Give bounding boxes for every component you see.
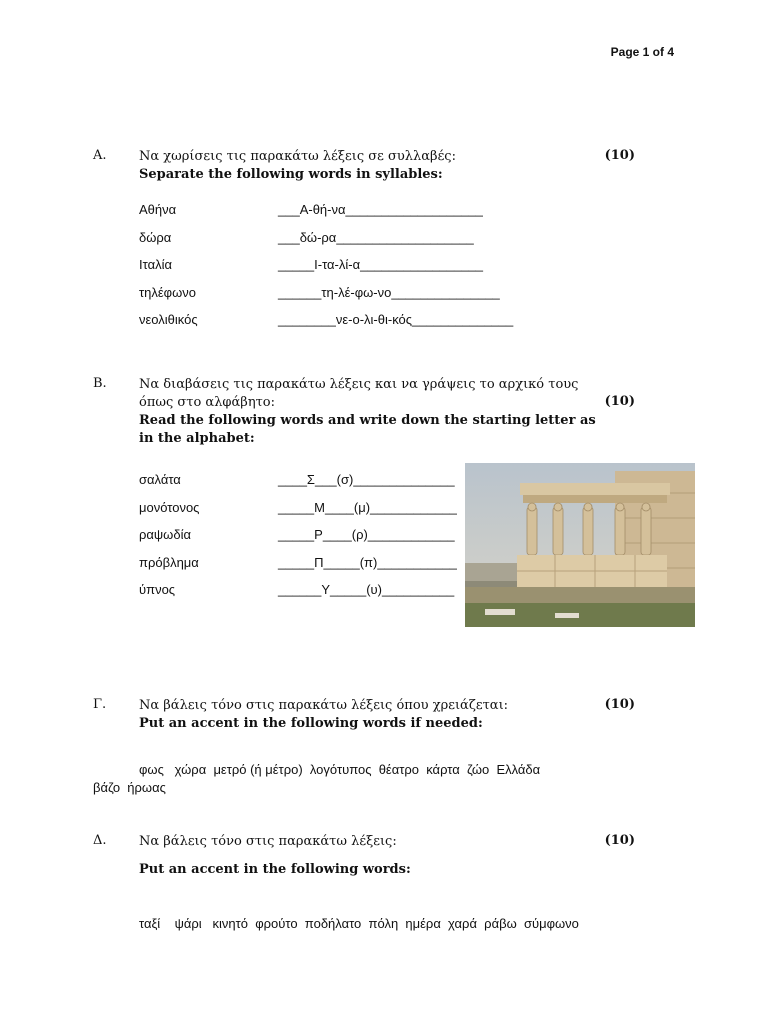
section-d-instructions bbox=[139, 833, 653, 879]
list-item bbox=[93, 257, 653, 285]
answer-line: _____Μ____(μ)____________ bbox=[278, 499, 457, 515]
word-list-line-1: φως χώρα μετρό (ή μέτρο) λογότυπος θέατρο κάρτα ζώο Ελλάδα bbox=[139, 762, 541, 777]
word: τηλέφωνο bbox=[139, 284, 196, 300]
answer-line: ___δώ-ρα___________________ bbox=[278, 229, 474, 245]
word: ραψωδία bbox=[139, 527, 191, 542]
instruction-greek: όπως στο αλφάβητο: bbox=[139, 395, 276, 410]
list-item bbox=[93, 285, 653, 313]
word: πρόβλημα bbox=[139, 554, 199, 570]
instruction-english: Put an accent in the following words if needed: bbox=[139, 716, 483, 731]
word: ύπνος bbox=[139, 582, 176, 597]
answer-line: ____Σ___(σ)______________ bbox=[278, 472, 455, 487]
section-d bbox=[93, 833, 653, 933]
instruction-greek: Να βάλεις τόνο στις παρακάτω λέξεις: bbox=[139, 834, 397, 849]
section-c-letter: Γ. bbox=[93, 697, 107, 712]
instruction-english: in the alphabet: bbox=[139, 431, 255, 446]
answer-line: ______Υ_____(υ)__________ bbox=[278, 582, 455, 597]
answer-line: ______τη-λέ-φω-νο_______________ bbox=[278, 284, 500, 300]
instruction-greek: Να χωρίσεις τις παρακάτω λέξεις σε συλλαβές: bbox=[139, 149, 456, 164]
section-c bbox=[93, 697, 653, 797]
instruction-greek: Να διαβάσεις τις παρακάτω λέξεις και να γράψεις το αρχικό τους bbox=[139, 377, 579, 392]
answer-line: ___Α-θή-να___________________ bbox=[278, 202, 483, 217]
section-c-points: (10) bbox=[604, 697, 635, 712]
instruction-greek: Να βάλεις τόνο στις παρακάτω λέξεις όπου χρειάζεται: bbox=[139, 698, 509, 713]
word-list: ταξί ψάρι κινητό φρούτο ποδήλατο πόλη ημέρα χαρά ράβω σύμφωνο bbox=[139, 916, 579, 931]
section-b-points: (10) bbox=[604, 394, 635, 409]
section-a-letter: Α. bbox=[93, 148, 107, 163]
page-number: Page 1 of 4 bbox=[610, 45, 674, 59]
erechtheion-illustration bbox=[465, 463, 695, 627]
section-a bbox=[93, 148, 653, 340]
syllable-list bbox=[93, 202, 653, 340]
list-item bbox=[93, 230, 653, 258]
instruction-english: Read the following words and write down the starting letter as bbox=[139, 413, 596, 428]
word-list-line-2: βάζο ήρωας bbox=[93, 780, 166, 795]
section-b-letter: Β. bbox=[93, 376, 107, 391]
answer-line: ________νε-ο-λι-θι-κός______________ bbox=[278, 312, 514, 327]
word: σαλάτα bbox=[139, 472, 181, 487]
section-b-instructions bbox=[139, 376, 653, 448]
word: Ιταλία bbox=[139, 257, 172, 272]
answer-line: _____Ρ____(ρ)____________ bbox=[278, 527, 455, 542]
acropolis-photo bbox=[465, 463, 695, 627]
answer-line: _____Π_____(π)___________ bbox=[278, 554, 457, 570]
section-a-points: (10) bbox=[604, 148, 635, 163]
list-item bbox=[93, 312, 653, 340]
instruction-english: Separate the following words in syllables: bbox=[139, 167, 443, 182]
section-c-instructions bbox=[139, 697, 653, 733]
section-d-letter: Δ. bbox=[93, 833, 107, 848]
answer-line: _____Ι-τα-λί-α_________________ bbox=[278, 257, 484, 272]
word: δώρα bbox=[139, 229, 172, 245]
list-item bbox=[93, 202, 653, 230]
section-a-instructions bbox=[139, 148, 653, 184]
word: Αθήνα bbox=[139, 202, 177, 217]
word: μονότονος bbox=[139, 499, 200, 515]
instruction-english: Put an accent in the following words: bbox=[139, 862, 411, 877]
section-d-points: (10) bbox=[604, 833, 635, 848]
word: νεολιθικός bbox=[139, 312, 198, 327]
